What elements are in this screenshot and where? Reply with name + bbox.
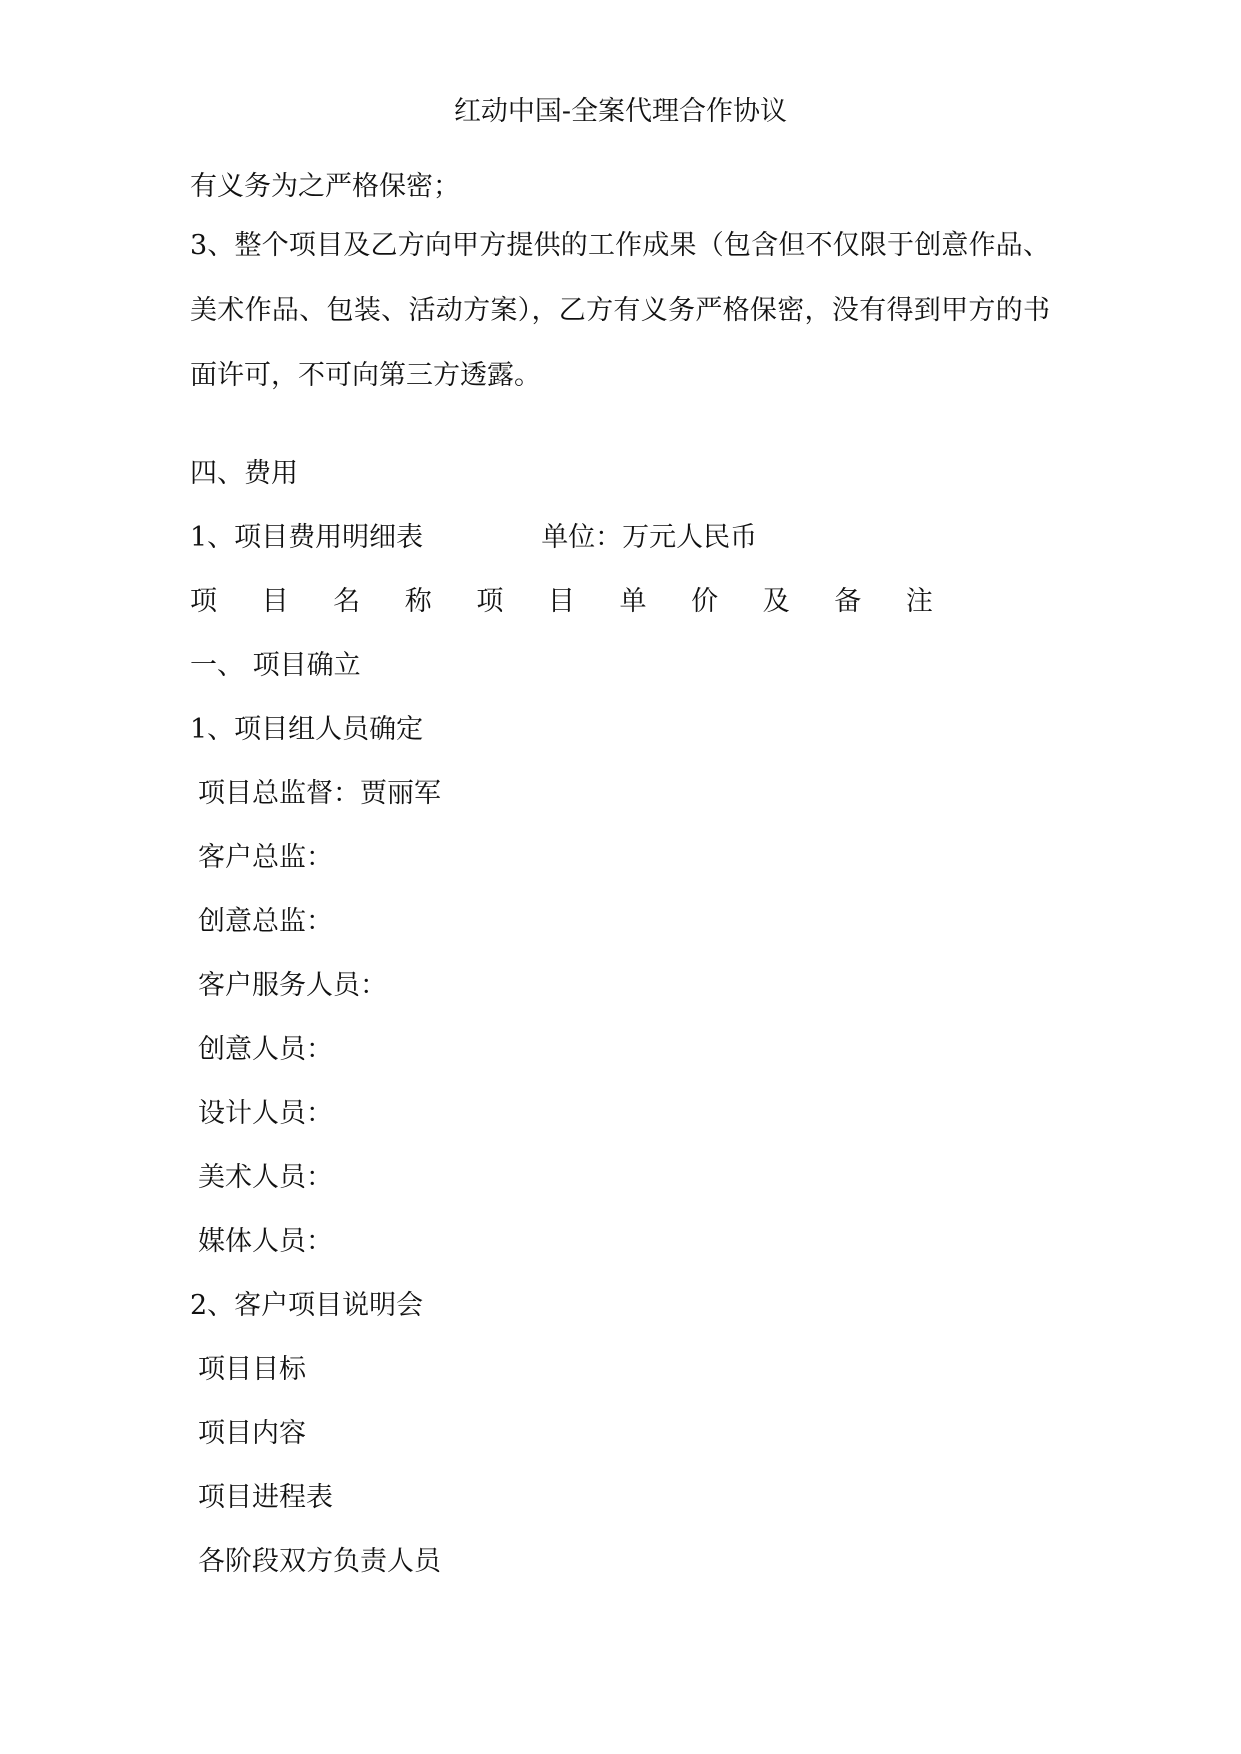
briefing-item: 项目内容	[198, 1418, 306, 1449]
staff-line: 客户总监：	[198, 842, 333, 873]
staff-line: 美术人员：	[198, 1162, 333, 1193]
staff-line: 创意总监：	[198, 906, 333, 937]
table-header: 项 目 名 称 项 目 单 价 及 备 注	[190, 586, 951, 617]
briefing-item: 各阶段双方负责人员	[198, 1546, 441, 1577]
fee-table-title: 1、项目费用明细表	[190, 522, 424, 553]
staff-line: 项目总监督：贾丽军	[198, 778, 441, 809]
unit-label: 单位：万元人民币	[541, 522, 758, 553]
item-1-heading: 一、 项目确立	[190, 650, 361, 681]
staff-line: 媒体人员：	[198, 1226, 333, 1257]
document-title: 红动中国-全案代理合作协议	[453, 96, 788, 127]
section-4-heading: 四、费用	[190, 458, 298, 489]
item-1-1: 1、项目组人员确定	[190, 714, 424, 745]
continuation-text: 有义务为之严格保密；	[190, 171, 460, 202]
briefing-item: 项目目标	[198, 1354, 306, 1385]
clause-3: 3、整个项目及乙方向甲方提供的工作成果（包含但不仅限于创意作品、美术作品、包装、活动方案），乙方有义务严格保密，没有得到甲方的书面许可，不可向第三方透露。	[190, 230, 1050, 391]
fee-table-title-row	[190, 520, 757, 556]
staff-line: 创意人员：	[198, 1034, 333, 1065]
staff-line: 客户服务人员：	[198, 970, 387, 1001]
briefing-item: 项目进程表	[198, 1482, 333, 1513]
item-1-2: 2、客户项目说明会	[190, 1290, 424, 1321]
staff-line: 设计人员：	[198, 1098, 333, 1129]
